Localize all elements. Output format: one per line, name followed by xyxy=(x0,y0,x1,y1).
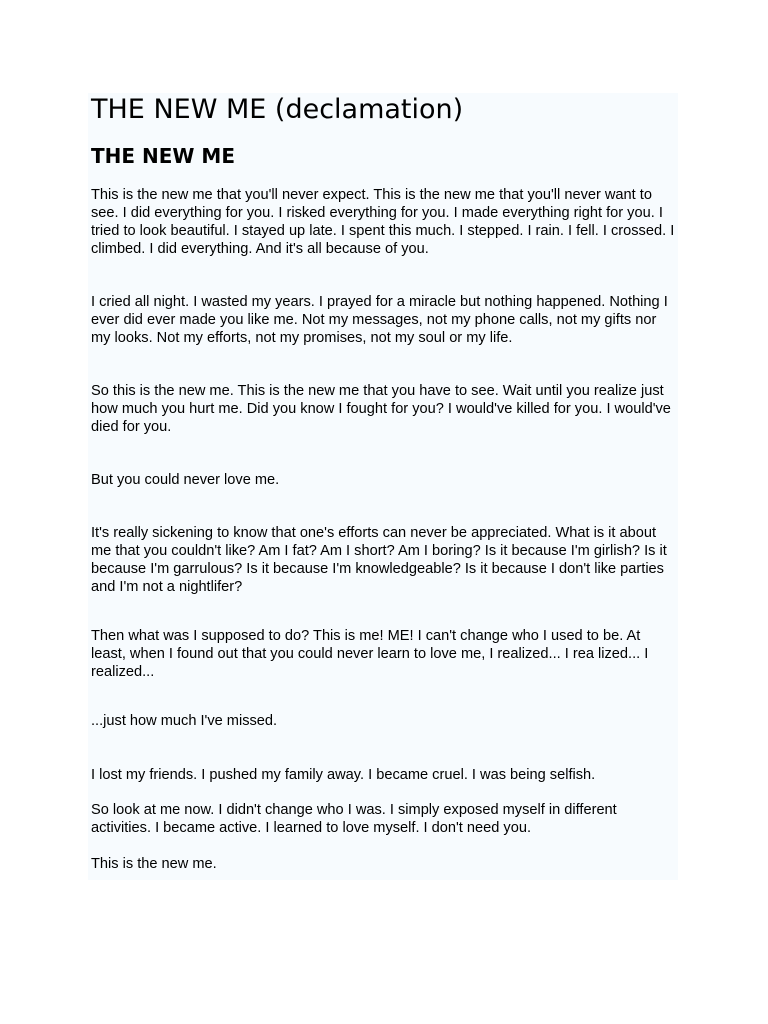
paragraph-4: But you could never love me. xyxy=(91,472,280,488)
paragraph-1: This is the new me that you'll never expect. This is the new me that you'll never want to see. I did everything for you. I risked everything for you. I made everything right for you. I tried to look beautiful. I stayed up late. I spent this much. I stepped. I rain. I fell. I crossed. I climbed. I did everything. And it's all because of you. xyxy=(91,187,675,257)
paragraph-6: Then what was I supposed to do? This is me! ME! I can't change who I used to be. At least, when I found out that you could never learn to love me, I realized... I rea lized... I realized... xyxy=(91,628,649,680)
paragraph-3: So this is the new me. This is the new me that you have to see. Wait until you realize just how much you hurt me. Did you know I fought for you? I would've killed for you. I would've died for you. xyxy=(91,383,671,435)
paragraph-10: This is the new me. xyxy=(91,856,217,872)
paragraph-2: I cried all night. I wasted my years. I prayed for a miracle but nothing happened. Nothing I ever did ever made you like me. Not my messages, not my phone calls, not my gifts nor my looks. Not my efforts, not my promises, not my soul or my life. xyxy=(91,294,668,346)
paragraph-9: So look at me now. I didn't change who I was. I simply exposed myself in different activities. I became active. I learned to love myself. I don't need you. xyxy=(91,802,617,836)
section-heading: THE NEW ME xyxy=(91,144,235,168)
paragraph-5: It's really sickening to know that one's efforts can never be appreciated. What is it about me that you couldn't like? Am I fat? Am I short? Am I boring? Is it because I'm girlish? Is it because I'm garrulous? Is it because I'm knowledgeable? Is it because I don't like parties and I'm not a nightlifer? xyxy=(91,525,667,595)
document-body xyxy=(91,93,679,873)
document-title: THE NEW ME (declamation) xyxy=(91,94,464,125)
paragraph-7: ...just how much I've missed. xyxy=(91,713,278,729)
paragraph-8: I lost my friends. I pushed my family away. I became cruel. I was being selfish. xyxy=(91,767,596,783)
